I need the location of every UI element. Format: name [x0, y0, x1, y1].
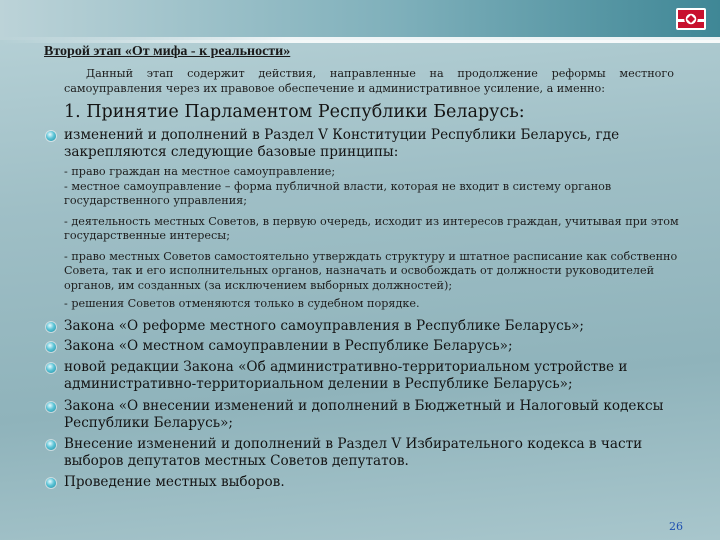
principle-item: - право местных Советов самостоятельно утверждать структуру и штатное расписание как собственно Совета, так и его исполнительных органов, назначать и освобождать от должности руководителей органов, им созданных (за исключением выборных должностей); [64, 250, 678, 292]
bullet-dot-icon [46, 440, 56, 450]
list-item: новой редакции Закона «Об административно-территориальном устройстве и административно-территориальном делении в Республике Беларусь»; [64, 359, 628, 392]
list-item: Закона «О реформе местного самоуправления в Республике Беларусь»; [64, 318, 585, 334]
principle-item: - местное самоуправление – форма публичной власти, которая не входит в систему органов государственного управления; [64, 180, 612, 208]
list-item: изменений и дополнений в Раздел V Конституции Республики Беларусь, где закрепляются следующие базовые принципы: [64, 127, 620, 160]
intro-paragraph: Данный этап содержит действия, направленные на продолжение реформы местного самоуправления через их правовое обеспечение и административное усиление, а именно: [64, 67, 674, 95]
bullet-dot-icon [46, 478, 56, 488]
title-band [0, 0, 720, 40]
slide-heading: Второй этап «От мифа - к реальности» [44, 44, 291, 59]
list-item: Проведение местных выборов. [64, 474, 285, 490]
list-item: Закона «О внесении изменений и дополнений в Бюджетный и Налоговый кодексы Республики Беларусь»; [64, 398, 664, 431]
bullet-dot-icon [46, 363, 56, 373]
list-item: Внесение изменений и дополнений в Раздел V Избирательного кодекса в части выборов депутатов местных Советов депутатов. [64, 436, 643, 469]
bullet-dot-icon [46, 402, 56, 412]
bullet-dot-icon [46, 131, 56, 141]
flag-emblem-icon [676, 8, 706, 30]
principle-item: - решения Советов отменяются только в судебном порядке. [64, 297, 420, 310]
bullet-dot-icon [46, 342, 56, 352]
list-item: Закона «О местном самоуправлении в Республике Беларусь»; [64, 338, 513, 354]
principle-item: - деятельность местных Советов, в первую очередь, исходит из интересов граждан, учитывая при этом государственные интересы; [64, 215, 679, 243]
principle-item: - право граждан на местное самоуправление; [64, 165, 336, 178]
section-heading: 1. Принятие Парламентом Республики Беларусь: [64, 102, 525, 122]
bullet-dot-icon [46, 322, 56, 332]
page-number: 26 [669, 520, 683, 533]
